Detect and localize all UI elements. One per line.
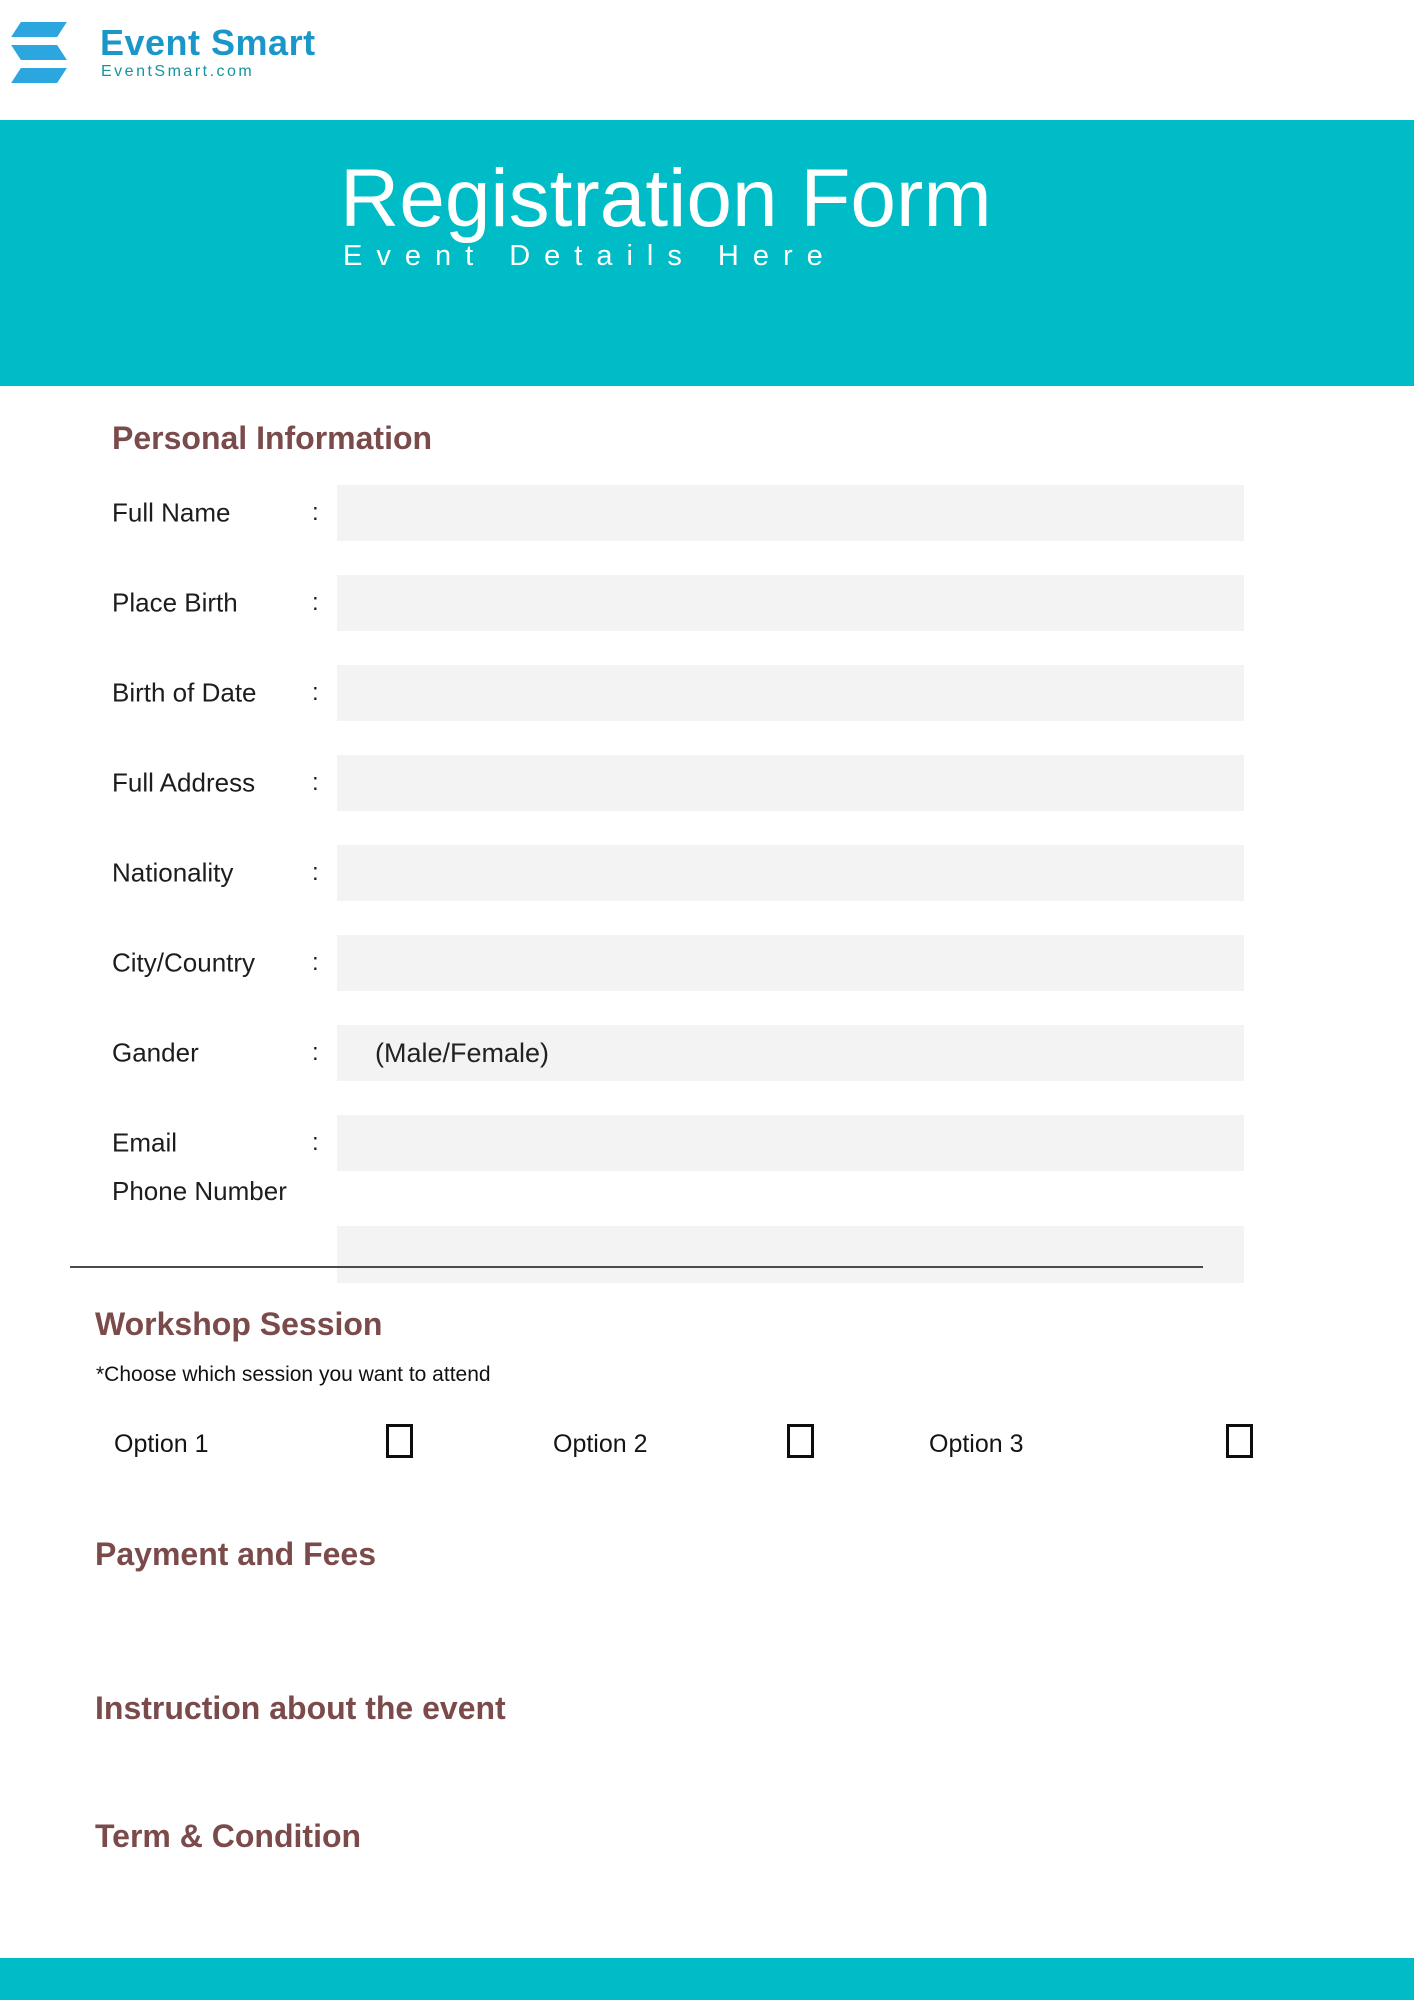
brand-name: Event Smart: [100, 22, 316, 63]
logo-bar-bottom: [11, 68, 67, 83]
logo-bar-middle: [11, 45, 67, 60]
footer-bar: [0, 1958, 1414, 2000]
section-heading-instruction: Instruction about the event: [95, 1690, 506, 1726]
field-row-gender: [0, 1025, 1414, 1081]
city-country-label: City/Country: [112, 947, 256, 978]
birth-of-date-input[interactable]: [337, 665, 1244, 721]
section-heading-workshop-session: Workshop Session: [95, 1306, 383, 1342]
email-label: Email: [112, 1127, 178, 1158]
gender-input[interactable]: [337, 1025, 1244, 1081]
place-birth-input[interactable]: [337, 575, 1244, 631]
workshop-options-row: [0, 1424, 1414, 1474]
birth-of-date-label: Birth of Date: [112, 677, 257, 708]
option-1-label: Option 1: [114, 1430, 209, 1458]
section-divider-line: [70, 1266, 1203, 1268]
gender-placeholder-value: (Male/Female): [375, 1038, 550, 1068]
section-heading-payment-and-fees: Payment and Fees: [95, 1536, 376, 1572]
full-address-label: Full Address: [112, 767, 256, 798]
header: [0, 0, 1414, 120]
nationality-colon: :: [312, 859, 319, 886]
field-row-city-country: [0, 935, 1414, 991]
option-2-checkbox[interactable]: [787, 1424, 814, 1458]
banner: [0, 120, 1414, 386]
full-address-colon: :: [312, 769, 319, 796]
full-address-input[interactable]: [337, 755, 1244, 811]
page-subtitle: Event Details Here: [343, 240, 837, 272]
field-row-full-name: [0, 485, 1414, 541]
option-3-checkbox[interactable]: [1226, 1424, 1253, 1458]
page-title: Registration Form: [340, 153, 992, 244]
place-birth-colon: :: [312, 589, 319, 616]
field-row-nationality: [0, 845, 1414, 901]
field-row-full-address: [0, 755, 1414, 811]
option-2-label: Option 2: [553, 1430, 648, 1458]
phone-number-label: Phone Number: [112, 1176, 287, 1206]
place-birth-label: Place Birth: [112, 587, 238, 618]
event-smart-logo-icon: [10, 20, 80, 90]
city-country-input[interactable]: [337, 935, 1244, 991]
field-row-birth-of-date: [0, 665, 1414, 721]
personal-info-fields: [0, 485, 1414, 1205]
city-country-colon: :: [312, 949, 319, 976]
full-name-label: Full Name: [112, 497, 231, 528]
nationality-label: Nationality: [112, 857, 234, 888]
full-name-input[interactable]: [337, 485, 1244, 541]
section-heading-personal-information: Personal Information: [112, 420, 433, 456]
field-row-email: [0, 1115, 1414, 1171]
email-colon: :: [312, 1129, 319, 1156]
workshop-note: *Choose which session you want to attend: [96, 1363, 491, 1386]
birth-of-date-colon: :: [312, 679, 319, 706]
option-1-checkbox[interactable]: [386, 1424, 413, 1458]
logo-bar-top: [11, 22, 67, 37]
option-3-label: Option 3: [929, 1430, 1024, 1458]
email-input[interactable]: [337, 1115, 1244, 1171]
full-name-colon: :: [312, 499, 319, 526]
nationality-input[interactable]: [337, 845, 1244, 901]
brand-website: EventSmart.com: [101, 63, 255, 80]
section-heading-term-condition: Term & Condition: [95, 1818, 362, 1854]
field-row-place-birth: [0, 575, 1414, 631]
gender-colon: :: [312, 1039, 319, 1066]
phone-number-input[interactable]: [337, 1226, 1244, 1283]
gender-label: Gander: [112, 1037, 199, 1068]
